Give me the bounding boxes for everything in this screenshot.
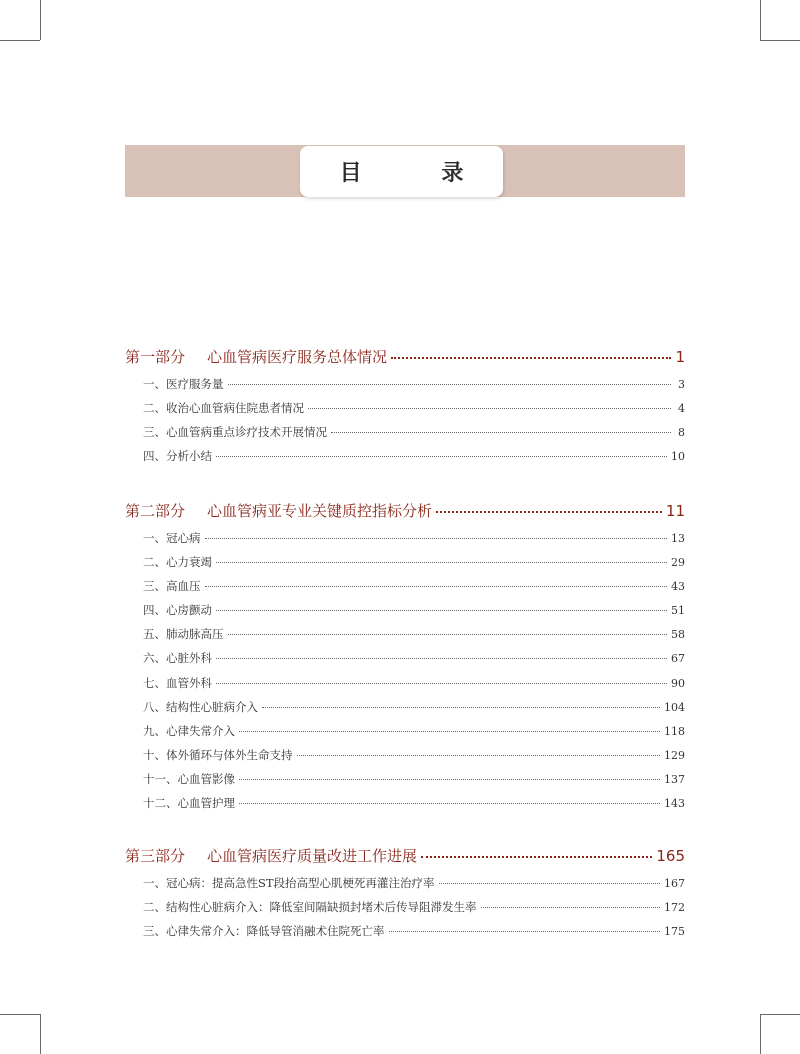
toc-section-1 <box>125 346 685 472</box>
toc-item[interactable] <box>125 602 685 626</box>
toc-item[interactable] <box>125 747 685 771</box>
toc-section-3 <box>125 845 685 947</box>
page-number: 129 <box>664 748 685 762</box>
toc-item[interactable] <box>125 795 685 819</box>
toc-item[interactable] <box>125 578 685 602</box>
toc-section-2 <box>125 500 685 819</box>
dot-leader <box>262 707 660 708</box>
item-label: 三、心律失常介入：降低导管消融术住院死亡率 <box>143 924 385 939</box>
dot-leader <box>331 432 671 433</box>
page-number: 167 <box>664 877 685 890</box>
toc-item[interactable] <box>125 899 685 923</box>
page-number: 58 <box>671 628 685 642</box>
dot-leader <box>391 357 671 359</box>
dot-leader <box>228 384 672 385</box>
part-label: 第三部分 心血管病医疗质量改进工作进展 <box>125 847 418 865</box>
page-number: 11 <box>665 502 685 520</box>
item-label: 七、血管外科 <box>143 675 212 690</box>
toc-item[interactable] <box>125 400 685 424</box>
page-number: 165 <box>656 847 685 865</box>
page-title: 目 录 <box>339 161 500 186</box>
page-number: 43 <box>671 580 685 594</box>
dot-leader <box>239 731 660 732</box>
toc-item[interactable] <box>125 376 685 400</box>
page-number: 143 <box>664 797 685 811</box>
dot-leader <box>216 562 667 563</box>
page-number: 3 <box>678 378 685 391</box>
item-label: 一、医疗服务量 <box>143 377 224 391</box>
part-label: 第二部分 心血管病亚专业关键质控指标分析 <box>125 502 433 520</box>
page-number: 29 <box>671 556 685 570</box>
page-number: 90 <box>671 676 685 690</box>
crop-mark <box>40 1014 41 1054</box>
page-number: 104 <box>664 700 685 714</box>
item-label: 二、结构性心脏病介入：降低室间隔缺损封堵术后传导阻滞发生率 <box>143 900 477 915</box>
crop-mark <box>760 0 761 40</box>
dot-leader <box>216 683 667 684</box>
dot-leader <box>216 456 667 457</box>
crop-mark <box>760 1014 800 1015</box>
toc-item[interactable] <box>125 771 685 795</box>
page-number: 10 <box>671 450 685 464</box>
toc-item[interactable] <box>125 699 685 723</box>
item-label: 二、心力衰竭 <box>143 555 212 570</box>
dot-leader <box>216 658 667 659</box>
item-label: 六、心脏外科 <box>143 651 212 666</box>
item-label: 八、结构性心脏病介入 <box>143 699 258 714</box>
toc-item[interactable] <box>125 923 685 947</box>
dot-leader <box>297 755 661 756</box>
toc-item[interactable] <box>125 448 685 472</box>
crop-mark <box>760 1014 761 1054</box>
dot-leader <box>389 931 661 932</box>
dot-leader <box>308 408 671 409</box>
item-label: 四、心房颤动 <box>143 603 212 618</box>
dot-leader <box>205 538 668 539</box>
toc-item[interactable] <box>125 554 685 578</box>
dot-leader <box>216 610 667 611</box>
crop-mark <box>0 40 40 41</box>
page-number: 175 <box>664 925 685 939</box>
toc-item[interactable] <box>125 626 685 650</box>
page-number: 8 <box>678 426 685 440</box>
item-label: 五、肺动脉高压 <box>143 627 224 642</box>
page-number: 67 <box>671 652 685 666</box>
dot-leader <box>481 907 661 908</box>
toc-item[interactable] <box>125 675 685 699</box>
crop-mark <box>0 1014 40 1015</box>
page-number: 172 <box>664 901 685 915</box>
page-number: 1 <box>675 348 685 366</box>
item-label: 十一、心血管影像 <box>143 771 235 786</box>
toc-item[interactable] <box>125 875 685 899</box>
toc-part-heading[interactable] <box>125 500 685 526</box>
item-label: 三、高血压 <box>143 579 201 594</box>
page-number: 51 <box>671 604 685 618</box>
toc-item[interactable] <box>125 650 685 674</box>
toc-item[interactable] <box>125 723 685 747</box>
item-label: 一、冠心病：提高急性ST段抬高型心肌梗死再灌注治疗率 <box>143 876 435 890</box>
item-label: 四、分析小结 <box>143 449 212 464</box>
crop-mark <box>760 40 800 41</box>
dot-leader <box>228 634 668 635</box>
title-box <box>300 146 503 197</box>
item-label: 九、心律失常介入 <box>143 723 235 738</box>
page-number: 13 <box>671 532 685 545</box>
part-label: 第一部分 心血管病医疗服务总体情况 <box>125 348 388 366</box>
item-label: 十、体外循环与体外生命支持 <box>143 747 293 762</box>
dot-leader <box>205 586 668 587</box>
dot-leader <box>239 779 660 780</box>
dot-leader <box>436 511 662 513</box>
toc-item[interactable] <box>125 424 685 448</box>
dot-leader <box>421 856 652 858</box>
dot-leader <box>439 883 660 884</box>
toc-part-heading[interactable] <box>125 346 685 372</box>
item-label: 二、收治心血管病住院患者情况 <box>143 401 304 416</box>
item-label: 三、心血管病重点诊疗技术开展情况 <box>143 425 327 440</box>
crop-mark <box>40 0 41 40</box>
toc-part-heading[interactable] <box>125 845 685 871</box>
page-number: 4 <box>678 402 685 416</box>
page-number: 118 <box>664 724 685 738</box>
page-number: 137 <box>664 772 685 786</box>
dot-leader <box>239 803 660 804</box>
toc-item[interactable] <box>125 530 685 554</box>
item-label: 十二、心血管护理 <box>143 796 235 811</box>
item-label: 一、冠心病 <box>143 531 201 545</box>
